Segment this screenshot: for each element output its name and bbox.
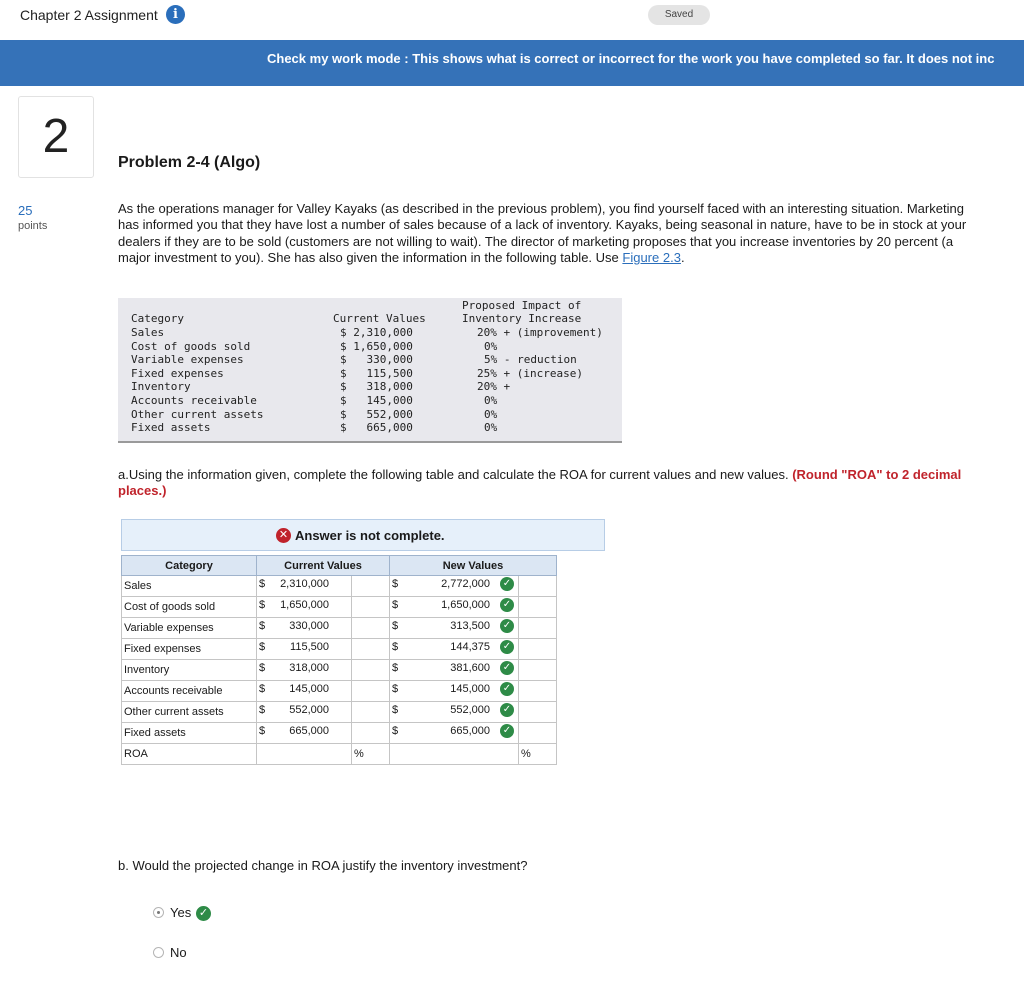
part-a-instruction [118,467,978,499]
current-empty-cell [352,618,390,639]
info-category: Other current assets [131,407,264,421]
info-category: Sales [131,326,165,339]
current-value: 2,310,000 [280,577,329,590]
checkmark-icon: ✓ [500,682,514,696]
dollar-sign: $ [392,661,399,674]
info-impact: 0% [484,394,498,407]
new-value-cell[interactable] [390,702,519,723]
new-value-cell[interactable] [390,660,519,681]
table-row [122,639,557,660]
new-empty-cell [519,660,557,681]
question-number-box: 2 [18,96,94,178]
problem-intro [118,201,968,266]
option-yes-label[interactable]: Yes [170,905,192,920]
top-bar [0,0,1024,32]
points-value: 25 [18,203,33,218]
radio-yes[interactable] [153,907,164,918]
row-category: Sales [122,576,257,597]
dollar-sign: $ [259,724,266,737]
current-value: 1,650,000 [280,598,329,611]
checkmark-icon: ✓ [196,906,211,921]
info-category: Cost of goods sold [131,339,251,353]
info-category: Inventory [131,380,191,394]
table-row [122,660,557,681]
checkmark-icon: ✓ [500,724,514,738]
dollar-sign: $ [392,619,399,632]
roa-current-percent: % [352,744,390,765]
current-empty-cell [352,660,390,681]
current-value: 552,000 [289,703,329,716]
new-empty-cell [519,576,557,597]
table-row [122,681,557,702]
current-empty-cell [352,597,390,618]
info-current-value: $ 552,000 [340,407,413,421]
current-value: 318,000 [289,661,329,674]
current-empty-cell [352,576,390,597]
category-header: Category [131,312,184,325]
column-header-current: Current Values [257,556,390,576]
table-row [122,723,557,744]
info-category: Fixed expenses [131,366,224,380]
roa-new-percent: % [519,744,557,765]
saved-status-badge: Saved [648,5,710,25]
current-value-cell [257,618,352,639]
row-category: Accounts receivable [122,681,257,702]
row-category: Inventory [122,660,257,681]
current-empty-cell [352,681,390,702]
current-empty-cell [352,702,390,723]
info-table-divider [118,441,622,443]
current-value: 665,000 [289,724,329,737]
new-empty-cell [519,639,557,660]
part-b-question: b. Would the projected change in ROA justify the inventory investment? [118,858,528,873]
new-empty-cell [519,597,557,618]
intro-end: . [680,249,685,265]
roa-new-input[interactable] [390,744,519,765]
info-current-value: $ 1,650,000 [340,339,413,353]
current-value-cell [257,639,352,660]
rounding-note: (Round "ROA" to 2 decimal places.) [118,467,962,498]
table-row [122,702,557,723]
checkmark-icon: ✓ [500,640,514,654]
table-row [122,576,557,597]
info-current-value: $ 115,500 [340,366,413,380]
dollar-sign: $ [259,598,266,611]
impact-header-line1: Proposed Impact of [462,299,582,312]
info-impact: 20% + [477,380,511,394]
radio-no[interactable] [153,947,164,958]
current-value-cell [257,660,352,681]
checkmark-icon: ✓ [500,619,514,633]
table-row [122,618,557,639]
current-value-cell [257,723,352,744]
option-no-label[interactable]: No [170,945,187,960]
row-category: Other current assets [122,702,257,723]
new-empty-cell [519,681,557,702]
row-category: Variable expenses [122,618,257,639]
checkmark-icon: ✓ [500,577,514,591]
info-impact: 0% [484,421,498,435]
info-current-value: $ 665,000 [340,421,413,435]
dollar-sign: $ [392,598,399,611]
row-category: Fixed assets [122,723,257,744]
info-current-value: $ 145,000 [340,394,413,407]
current-value-cell [257,576,352,597]
given-info-table [118,298,622,445]
intro-text: As the operations manager for Valley Kayaks (as described in the previous problem), you find yourself faced with an interesting situation. Marketing has informed you that they have lost a number of sales because of a lack of inventory. Kayaks, being seasonal in nature, have to be in stock at your dealers if they are to be sold (customers are not willing to wait). The director of marketing proposes that you increase inventories by 20 percent (a major investment to you). She has also given the information in the following table. Use [118,201,967,265]
dollar-sign: $ [259,682,266,695]
dollar-sign: $ [259,640,266,653]
column-header-category: Category [122,556,257,576]
dollar-sign: $ [392,703,399,716]
dollar-sign: $ [259,619,266,632]
impact-header-line2: Inventory Increase [462,312,582,325]
column-header-new: New Values [390,556,557,576]
roa-current-input[interactable] [257,744,352,765]
info-category: Accounts receivable [131,394,257,407]
new-value-cell[interactable] [390,618,519,639]
info-impact: 0% [484,407,498,421]
new-value-input[interactable]: 665,000 [450,724,490,737]
new-value-input[interactable]: 313,500 [450,619,490,632]
answer-table [121,555,557,765]
info-impact: 0% [484,339,498,353]
current-empty-cell [352,639,390,660]
info-impact: 5% - reduction [484,353,577,367]
new-value-input[interactable]: 144,375 [450,640,490,653]
dollar-sign: $ [259,577,266,590]
new-value-input[interactable]: 381,600 [450,661,490,674]
info-current-value: $ 318,000 [340,380,413,394]
table-row [122,597,557,618]
dollar-sign: $ [259,703,266,716]
new-value-cell[interactable] [390,597,519,618]
new-value-cell[interactable] [390,576,519,597]
answer-status-text: Answer is not complete. [295,528,445,543]
current-empty-cell [352,723,390,744]
row-category: Cost of goods sold [122,597,257,618]
checkmark-icon: ✓ [500,598,514,612]
info-icon[interactable]: i [166,5,185,24]
current-value: 145,000 [289,682,329,695]
new-value-cell[interactable] [390,681,519,702]
new-value-input[interactable]: 145,000 [450,682,490,695]
info-current-value: $ 2,310,000 [340,326,413,339]
info-current-value: $ 330,000 [340,353,413,367]
current-value: 115,500 [290,640,329,653]
current-value-cell [257,702,352,723]
info-category: Fixed assets [131,421,211,435]
check-my-work-banner [0,40,1024,86]
points-label: points [18,220,48,232]
dollar-sign: $ [259,661,266,674]
current-value-cell [257,597,352,618]
new-value-input[interactable]: 552,000 [450,703,490,716]
new-empty-cell [519,618,557,639]
dollar-sign: $ [392,724,399,737]
checkmark-icon: ✓ [500,703,514,717]
info-impact: 25% + (increase) [477,366,583,380]
figure-link[interactable]: Figure 2.3 [622,249,681,265]
new-empty-cell [519,702,557,723]
new-value-cell[interactable] [390,639,519,660]
current-values-header: Current Values [333,312,426,325]
current-value-cell [257,681,352,702]
new-value-input[interactable]: 2,772,000 [441,577,490,590]
new-empty-cell [519,723,557,744]
row-category: Fixed expenses [122,639,257,660]
part-a-text: a.Using the information given, complete the following table and calculate the ROA for current values and new values. [118,467,793,482]
x-circle-icon: ✕ [276,528,291,543]
problem-title: Problem 2-4 (Algo) [118,154,261,171]
dollar-sign: $ [392,640,399,653]
new-value-input[interactable]: 1,650,000 [441,598,490,611]
checkmark-icon: ✓ [500,661,514,675]
info-category: Variable expenses [131,353,244,367]
info-impact: 20% + (improvement) [477,326,603,339]
new-value-cell[interactable] [390,723,519,744]
answer-status-box [121,519,605,551]
current-value: 330,000 [289,619,329,632]
dollar-sign: $ [392,577,399,590]
dollar-sign: $ [392,682,399,695]
roa-label: ROA [122,744,257,765]
banner-text: Check my work mode : This shows what is correct or incorrect for the work you have completed so far. It does not inc [267,51,995,66]
roa-row [122,744,557,765]
assignment-title: Chapter 2 Assignment [20,7,158,23]
